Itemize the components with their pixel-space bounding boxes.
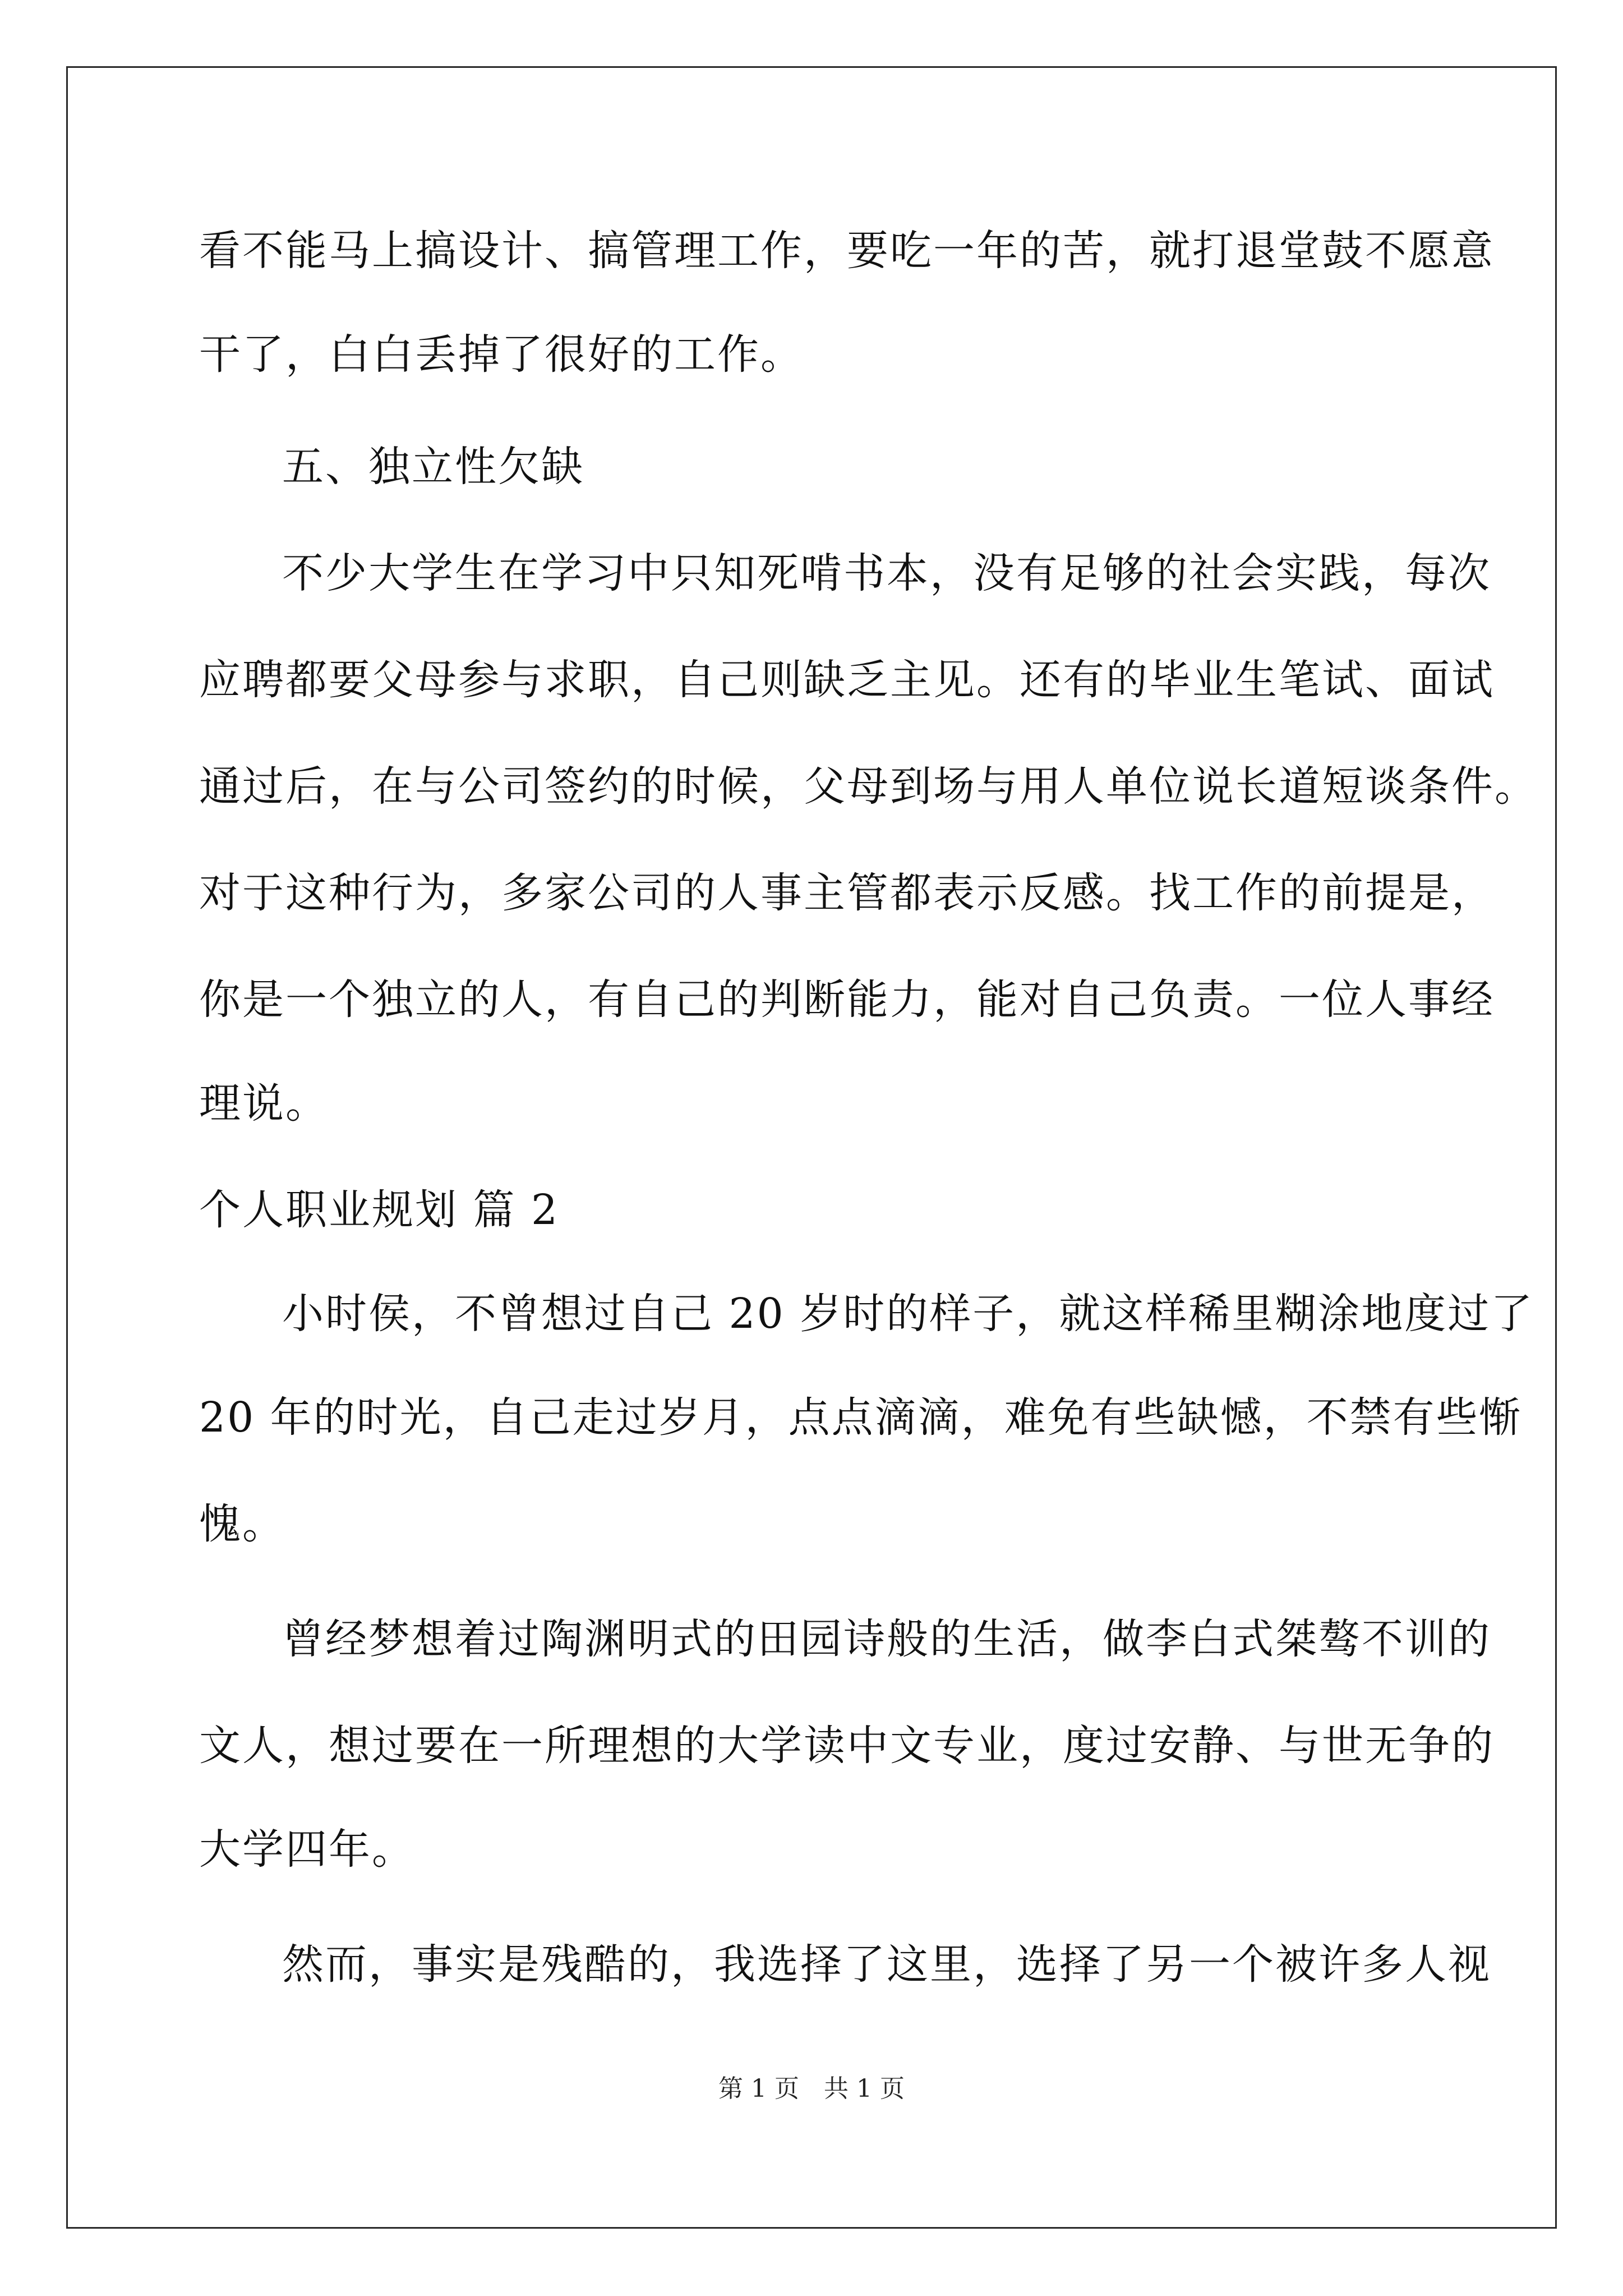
section-heading: 五、独立性欠缺	[282, 443, 584, 491]
paragraph-line: 不少大学生在学习中只知死啃书本，没有足够的社会实践，每次	[282, 549, 1491, 597]
page-number-footer: 第 1 页 共 1 页	[718, 2074, 905, 2103]
paragraph-line: 理说。	[199, 1079, 329, 1128]
paragraph-line: 对于这种行为，多家公司的人事主管都表示反感。找工作的前提是，	[199, 869, 1495, 917]
paragraph-line: 愧。	[199, 1500, 285, 1548]
paragraph-line: 20 年的时光，自己走过岁月，点点滴滴，难免有些缺憾，不禁有些惭	[199, 1393, 1523, 1442]
paragraph-line: 然而，事实是残酷的，我选择了这里，选择了另一个被许多人视	[282, 1940, 1491, 1989]
paragraph-line: 应聘都要父母参与求职，自己则缺乏主见。还有的毕业生笔试、面试	[199, 656, 1495, 704]
paragraph-line: 曾经梦想着过陶渊明式的田园诗般的生活，做李白式桀骜不训的	[282, 1615, 1491, 1663]
article-title: 个人职业规划 篇 2	[199, 1186, 560, 1234]
paragraph-line: 干了，白白丢掉了很好的工作。	[199, 330, 804, 379]
paragraph-line: 通过后，在与公司签约的时候，父母到场与用人单位说长道短谈条件。	[199, 762, 1538, 811]
paragraph-line: 小时侯，不曾想过自己 20 岁时的样子，就这样稀里糊涂地度过了	[282, 1290, 1534, 1338]
paragraph-line: 文人，想过要在一所理想的大学读中文专业，度过安静、与世无争的	[199, 1722, 1495, 1770]
paragraph-line: 你是一个独立的人，有自己的判断能力，能对自己负责。一位人事经	[199, 976, 1495, 1024]
paragraph-line: 大学四年。	[199, 1825, 415, 1874]
page-border	[66, 66, 1557, 2229]
paragraph-line: 看不能马上搞设计、搞管理工作，要吃一年的苦，就打退堂鼓不愿意	[199, 227, 1495, 275]
